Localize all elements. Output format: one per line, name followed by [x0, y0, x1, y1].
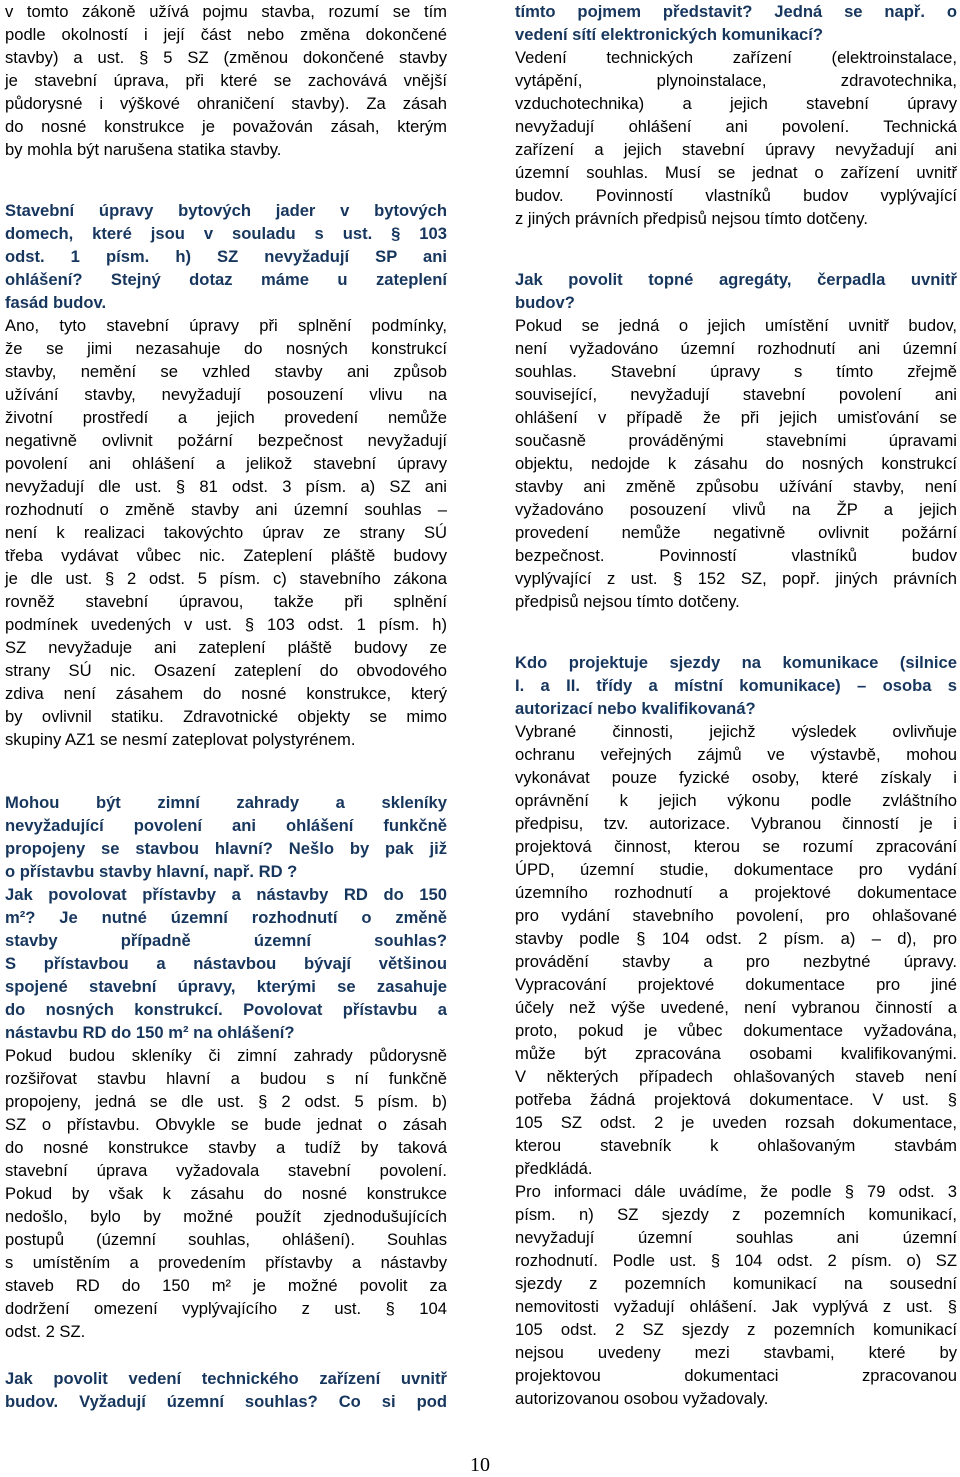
right-column [515, 0, 957, 1410]
text-line: Vedení technických zařízení (elektroinstalace, [515, 48, 957, 67]
text-line: stavby) a ust. § 5 SZ (změnou dokončené stavby [5, 48, 447, 67]
text-line: dodržení omezení vyplývajícího z ust. § 104 [5, 1299, 447, 1318]
question-heading-line: o přístavbu stavby hlavní, např. RD ? [5, 862, 298, 881]
text-line: podle okolností i její část nebo změna dokončené [5, 25, 447, 44]
text-line: vzduchotechnika) a jejich stavební úpravy [515, 94, 957, 113]
text-line: že se jimi nezasahuje do nosných konstrukcí [5, 339, 447, 358]
question-heading-line: Jak povolit topné agregáty, čerpadla uvnitř [515, 270, 957, 289]
paragraph-gap [515, 613, 957, 651]
text-line: rovněž stavební úpravou, takže při splnění [5, 592, 447, 611]
text-line: bezpečnost. Povinností vlastníků budov [515, 546, 957, 565]
text-line: strany SÚ nic. Osazení zateplení do obvodového [5, 661, 447, 680]
text-line: nedošlo, bylo by možné použít zjednodušujících [5, 1207, 447, 1226]
text-line: pro vydání stavebního povolení, pro ohlašované [515, 906, 957, 925]
text-line: Pokud budou skleníky či zimní zahrady půdorysně [5, 1046, 447, 1065]
text-line: projektovou dokumentaci zpracovanou [515, 1366, 957, 1385]
text-line: Pokud se jedná o jejich umístění uvnitř budov, [515, 316, 957, 335]
text-line: Pro informaci dále uvádíme, že podle § 79 odst. 3 [515, 1182, 957, 1201]
question-heading-line: vedení sítí elektronických komunikací? [515, 25, 824, 44]
question-heading-line: odst. 1 písm. h) SZ nevyžadují SP ani [5, 247, 447, 266]
paragraph-gap [5, 751, 447, 791]
text-line: propojeny, jedná se dle ust. § 2 odst. 5 písm. b) [5, 1092, 447, 1111]
text-line: s umístěním a provedením přístavby a nástavby [5, 1253, 447, 1272]
question-heading-line: S přístavbou a nástavbou bývají většinou [5, 954, 447, 973]
text-line: nevyžadují územní souhlas ani územní [515, 1228, 957, 1247]
question-heading-line: nástavbu RD do 150 m² na ohlášení? [5, 1023, 295, 1042]
text-line: provedení nemůže negativně ovlivnit požární [515, 523, 957, 542]
text-line: rozšiřovat stavbu hlavní a budou s ní funkčně [5, 1069, 447, 1088]
text-line: oprávnění k jejich výkonu podle zvláštního [515, 791, 957, 810]
question-heading-line: do nosných konstrukcí. Povolovat přístavbu a [5, 1000, 447, 1019]
text-line: stavby, nemění se vzhled stavby ani způsob [5, 362, 447, 381]
text-line: ohlášení v případě že při jejich umisťování se [515, 408, 957, 427]
text-line: Ano, tyto stavební úpravy při splnění podmínky, [5, 316, 447, 335]
text-line: negativně ovlivnit požární bezpečnost nevyžadují [5, 431, 447, 450]
paragraph-gap [5, 1343, 447, 1367]
text-line: Vybrané činnosti, jejichž výsledek ovlivňuje [515, 722, 957, 741]
text-line: 105 odst. 2 SZ sjezdy z pozemních komunikací [515, 1320, 957, 1339]
text-line: může být zpracována osobami kvalifikovanými. [515, 1044, 957, 1063]
text-line: nejsou uvedeny mezi stavbami, které by [515, 1343, 957, 1362]
text-line: do nosné konstrukce je považován zásah, kterým [5, 117, 447, 136]
text-line: půdorysné i výškové ohraničení stavby). Za zásah [5, 94, 447, 113]
text-line: nemovitosti vyžadují ohlášení. Jak vyplývá z ust. § [515, 1297, 957, 1316]
text-line: je stavební úprava, při které se zachovává vnější [5, 71, 447, 90]
text-line: SZ o přístavbu. Obvykle se bude jednat o zásah [5, 1115, 447, 1134]
text-line: potřeba žádná projektová dokumentace. V ust. § [515, 1090, 957, 1109]
left-column [5, 0, 447, 1413]
question-heading-line: Mohou být zimní zahrady a skleníky [5, 793, 447, 812]
text-line: Pokud by však k zásahu do nosné konstrukce [5, 1184, 447, 1203]
text-line: zařízení a jejich stavební úpravy nevyžadují ani [515, 140, 957, 159]
text-line: není k realizaci takovýchto úprav ze strany SÚ [5, 523, 447, 542]
text-line: z jiných právních předpisů nejsou tímto dotčeny. [515, 209, 868, 228]
text-line: vyžadováno posouzení vlivů na ŽP a jejich [515, 500, 957, 519]
text-line: staveb RD do 150 m² je možné povolit za [5, 1276, 447, 1295]
text-line: ÚPD, územní studie, dokumentace pro vydání [515, 860, 957, 879]
text-line: souhlas. Stavební úpravy s tímto zřejmě [515, 362, 957, 381]
text-line: stavební úprava vyžadovala stavební povolení. [5, 1161, 447, 1180]
text-line: životní prostředí a jejich provedení nemůže [5, 408, 447, 427]
question-heading-line: domech, které jsou v souladu s ust. § 103 [5, 224, 447, 243]
text-line: rozhodnutí. Podle ust. § 104 odst. 2 písm. o) SZ [515, 1251, 957, 1270]
text-line: stavby ani změně způsobu užívání stavby, není [515, 477, 957, 496]
text-line: předpisu, tzv. autorizace. Vybranou činností je i [515, 814, 957, 833]
text-line: předkládá. [515, 1159, 593, 1178]
question-heading-line: spojené stavební úpravy, kterými se zasahuje [5, 977, 447, 996]
text-line: by mohla být narušena statika stavby. [5, 140, 282, 159]
question-heading-line: nevyžadující povolení ani ohlášení funkčně [5, 816, 447, 835]
text-line: skupiny AZ1 se nesmí zateplovat polystyrénem. [5, 730, 356, 749]
text-line: SZ nevyžaduje ani zateplení pláště budovy ze [5, 638, 447, 657]
question-heading-line: ohlášení? Stejný dotaz máme u zateplení [5, 270, 447, 289]
text-line: nevyžadují ohlášení ani povolení. Technická [515, 117, 957, 136]
question-heading-line: m²? Je nutné územní rozhodnutí o změně [5, 908, 447, 927]
text-line: V některých případech ohlašovaných staveb není [515, 1067, 957, 1086]
text-line: 105 SZ odst. 2 je uveden rozsah dokumentace, [515, 1113, 957, 1132]
text-line: předpisů nejsou tímto dotčeny. [515, 592, 740, 611]
text-line: sjezdy z pozemních komunikací na sousední [515, 1274, 957, 1293]
question-heading-line: Kdo projektuje sjezdy na komunikace (silnice [515, 653, 957, 672]
text-line: nevyžadují dle ust. § 81 odst. 3 písm. a) SZ ani [5, 477, 447, 496]
text-line: objektu, nedojde k zásahu do nosných konstrukcí [515, 454, 957, 473]
question-heading-line: Jak povolovat přístavby a nástavby RD do 150 [5, 885, 447, 904]
text-line: by ovlivnil statiku. Zdravotnické objekty se mimo [5, 707, 447, 726]
question-heading-line: tímto pojmem představit? Jedná se např. o [515, 2, 957, 21]
text-line: současně prováděnými stavebními úpravami [515, 431, 957, 450]
page-number: 10 [470, 1454, 490, 1476]
text-line: vyplývající z ust. § 152 SZ, popř. jiných právních [515, 569, 957, 588]
text-line: písm. n) SZ sjezdy z pozemních komunikací, [515, 1205, 957, 1224]
text-line: účely než výše uvedené, není vybranou činností a [515, 998, 957, 1017]
text-line: povolení ani ohlášení a jelikož stavební úpravy [5, 454, 447, 473]
text-line: třeba vydávat vůbec nic. Zateplení pláště budovy [5, 546, 447, 565]
text-line: stavby podle § 104 odst. 2 písm. a) – d), pro [515, 929, 957, 948]
question-heading-line: Stavební úpravy bytových jader v bytových [5, 201, 447, 220]
text-line: vykonávat pouze fyzické osoby, které získaly i [515, 768, 957, 787]
text-line: provádění stavby a pro nezbytné úpravy. [515, 952, 957, 971]
question-heading-line: stavby případně územní souhlas? [5, 931, 447, 950]
text-line: budov. Povinností vlastníků budov vyplývající [515, 186, 957, 205]
question-heading-line: budov. Vyžadují územní souhlas? Co si pod [5, 1392, 447, 1411]
text-line: proto, pokud je vůbec dokumentace vyžadována, [515, 1021, 957, 1040]
paragraph-gap [5, 161, 447, 199]
question-heading-line: Jak povolit vedení technického zařízení uvnitř [5, 1369, 447, 1388]
text-line: Vypracování projektové dokumentace pro jiné [515, 975, 957, 994]
text-line: rozhodnutí o změně stavby ani územní souhlas – [5, 500, 447, 519]
text-line: ochranu veřejných zájmů ve výstavbě, mohou [515, 745, 957, 764]
text-line: autorizovanou osobou vyžadovaly. [515, 1389, 769, 1408]
text-line: projektová činnost, kterou se rozumí zpracování [515, 837, 957, 856]
text-line: zdiva není zásahem do nosné konstrukce, který [5, 684, 447, 703]
text-line: v tomto zákoně užívá pojmu stavba, rozumí se tím [5, 2, 447, 21]
question-heading-line: propojeny se stavbou hlavní? Nešlo by pak již [5, 839, 447, 858]
text-line: do nosné konstrukce stavby a tudíž by taková [5, 1138, 447, 1157]
paragraph-gap [515, 230, 957, 268]
question-heading-line: I. a II. třídy a místní komunikace) – osoba s [515, 676, 957, 695]
text-line: související, nevyžadují stavební povolení ani [515, 385, 957, 404]
text-line: postupů (územní souhlas, ohlášení). Souhlas [5, 1230, 447, 1249]
text-line: není vyžadováno územní rozhodnutí ani územní [515, 339, 957, 358]
text-line: užívání stavby, nevyžadují posouzení vlivu na [5, 385, 447, 404]
text-line: územního rozhodnutí a projektové dokumentace [515, 883, 957, 902]
text-line: kterou stavebník k ohlašovaným stavbám [515, 1136, 957, 1155]
text-line: odst. 2 SZ. [5, 1322, 86, 1341]
question-heading-line: budov? [515, 293, 575, 312]
text-line: vytápění, plynoinstalace, zdravotechnika, [515, 71, 957, 90]
text-line: podmínek uvedených v ust. § 103 odst. 1 písm. h) [5, 615, 447, 634]
question-heading-line: fasád budov. [5, 293, 107, 312]
text-line: územní souhlas. Musí se jednat o zařízení uvnitř [515, 163, 957, 182]
question-heading-line: autorizací nebo kvalifikovaná? [515, 699, 756, 718]
text-line: je dle ust. § 2 odst. 5 písm. c) stavebního zákona [5, 569, 447, 588]
